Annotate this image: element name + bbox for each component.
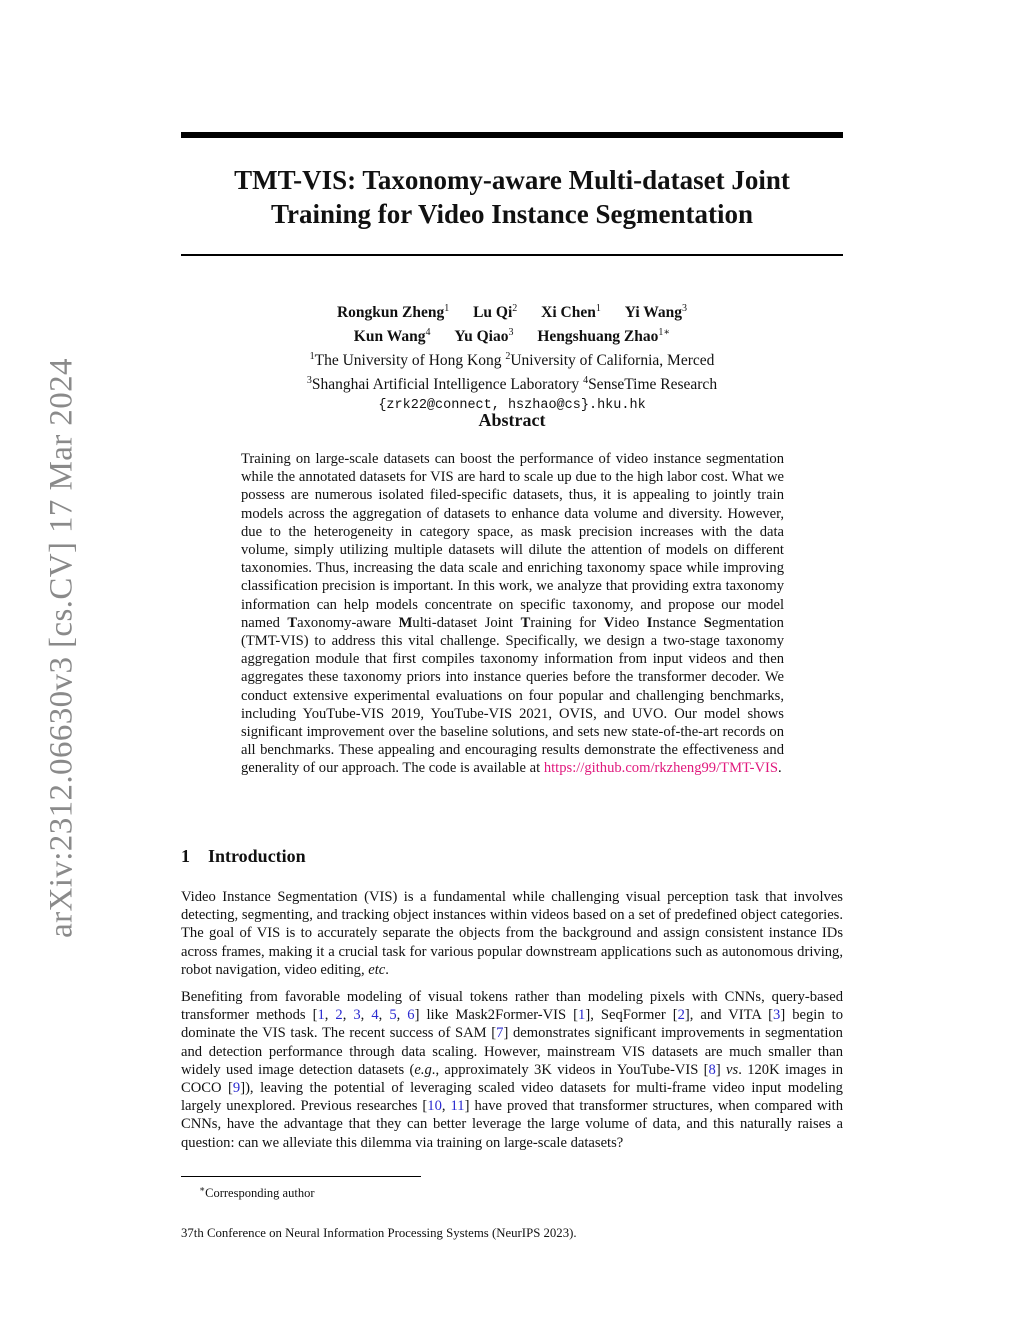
paper-title: [181, 163, 843, 231]
author-email: {zrk22@connect, hszhao@cs}.hku.hk: [378, 397, 646, 413]
title-rule-bottom: [181, 254, 843, 256]
citation-link[interactable]: 10: [427, 1098, 442, 1115]
author: Yu Qiao$^3$: [454, 327, 514, 346]
author: Kun Wang$^4$: [353, 327, 431, 346]
citation-link[interactable]: 9: [232, 1080, 241, 1097]
citation-link[interactable]: 3: [353, 1007, 361, 1024]
author: Xi Chen$^1$: [541, 303, 601, 322]
section-heading-introduction: [181, 846, 306, 867]
intro-paragraph-2: Benefiting from favorable modeling of visual tokens rather than modeling pixels with CNNs, query-based transformer methods [1, 2, 3, 4, 5, 6] like Mask2Former-VIS [1], SeqFormer [2], and VITA [3] begin to dominate the VIS task. The recent success of SAM [7] demonstrates significant improvements in segmentation and detection performance through data scaling. However, mainstream VIS datasets are much smaller than widely used image detection datasets (e.g., approximately 3K videos in YouTube-VIS [8] vs. 120K images in COCO [9]), leaving the potential of leveraging scaled video datasets for multi-frame video input modeling largely unexplored. Previous researches [10, 11] have proved that transformer structures, when compared with CNNs, have the advantage that they can better leverage the large volume of data, and this naturally raises a question: can we alleviate this dilemma via training on large-scale datasets?: [181, 989, 843, 1151]
author: Yi Wang$^3$: [624, 303, 688, 322]
author-row-2: [181, 323, 843, 347]
citation-link[interactable]: 4: [371, 1007, 379, 1024]
citation-link[interactable]: 8: [708, 1061, 716, 1078]
title-line-2: Training for Video Instance Segmentation: [270, 199, 754, 229]
intro-paragraph-1: Video Instance Segmentation (VIS) is a fundamental while challenging visual perception task that involves detecting, segmenting, and tracking object instances within videos based on a set of predefined object categories. The goal of VIS is to accurately separate the objects from the background and assign consistent instance IDs across frames, making it a crucial task for various popular downstream applications such as autonomous driving, robot navigation, video editing, etc.: [181, 889, 843, 978]
citation-link[interactable]: 11: [450, 1098, 465, 1115]
section-title: Introduction: [208, 846, 306, 866]
citation-link[interactable]: 1: [578, 1007, 586, 1024]
footnote: ∗Corresponding author: [199, 1184, 315, 1201]
citation-link[interactable]: 6: [407, 1007, 415, 1024]
section-number: 1: [181, 846, 190, 866]
title-line-1: TMT-VIS: Taxonomy-aware Multi-dataset Joint: [234, 165, 790, 195]
code-link[interactable]: https://github.com/rkzheng99/TMT-VIS: [543, 760, 778, 777]
citation-link[interactable]: 2: [335, 1007, 343, 1024]
author-block: [181, 299, 843, 416]
author: Lu Qi$^2$: [473, 303, 518, 322]
citation-link[interactable]: 2: [677, 1007, 685, 1024]
author-row-1: [181, 299, 843, 323]
title-rule-top: [181, 132, 843, 138]
citation-link[interactable]: 1: [317, 1007, 325, 1024]
citation-link[interactable]: 3: [773, 1007, 781, 1024]
affiliation-line-2: $^3$Shanghai Artificial Intelligence Laboratory $^4$SenseTime Research: [306, 375, 718, 394]
citation-link[interactable]: 5: [389, 1007, 397, 1024]
citation-link[interactable]: 7: [496, 1025, 504, 1042]
abstract-text: Training on large-scale datasets can boost the performance of video instance segmentation while the annotated datasets for VIS are hard to scale up due to the high labor cost. What we possess are numerous isolated filed-specific datasets, thus, it is appealing to jointly train models across the aggregation of datasets to enhance data volume and diversity. However, due to the heterogeneity in category space, as mask precision increases with the data volume, simply utilizing multiple datasets will dilute the attention of models on different taxonomies. Thus, increasing the data scale and enriching taxonomy space while improving classification precision is important. In this work, we analyze that providing extra taxonomy information can help models concentrate on specific taxonomy, and propose our model named Taxonomy-aware Multi-dataset Joint Training for Video Instance Segmentation (TMT-VIS) to address this vital challenge. Specifically, we design a two-stage taxonomy aggregation module that first compiles taxonomy information from input videos and then aggregates these taxonomy priors into instance queries before the transformer decoder. We conduct extensive experimental evaluations on four popular and challenging benchmarks, including YouTube-VIS 2019, YouTube-VIS 2021, OVIS, and UVO. Our model shows significant improvement over the baseline solutions, and sets new state-of-the-art records on all benchmarks. These appealing and encouraging results demonstrate the effectiveness and generality of our approach. The code is available at https://github.com/rkzheng99/TMT-VIS.: [241, 451, 784, 777]
abstract-heading: Abstract: [478, 410, 546, 430]
venue-line: 37th Conference on Neural Information Processing Systems (NeurIPS 2023).: [181, 1226, 577, 1240]
author: Hengshuang Zhao$^{1∗}$: [537, 327, 671, 346]
affiliation-line-1: $^1$The University of Hong Kong $^2$University of California, Merced: [309, 351, 715, 370]
arxiv-stamp: arXiv:2312.06630v3 [cs.CV] 17 Mar 2024: [43, 358, 80, 938]
author: Rongkun Zheng$^1$: [336, 303, 450, 322]
footnote-rule: [181, 1176, 421, 1177]
